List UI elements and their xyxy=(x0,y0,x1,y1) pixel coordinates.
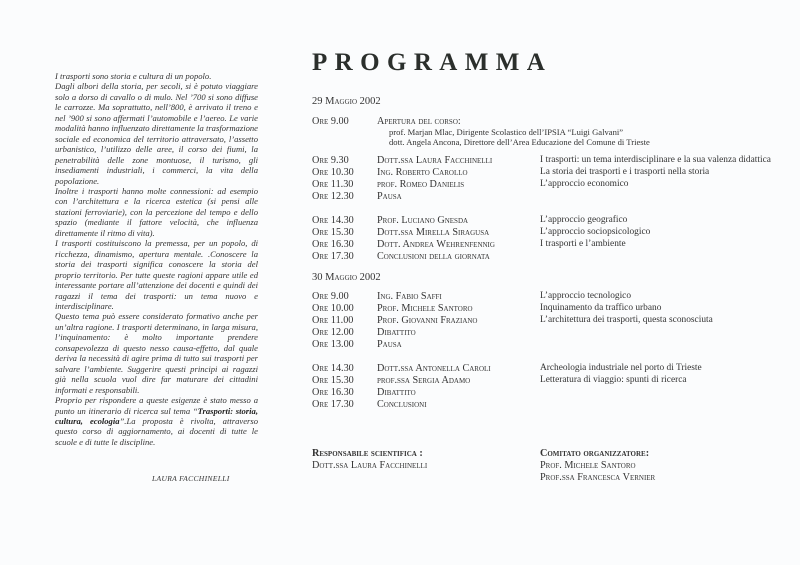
session-speaker: Prof. Michele Santoro xyxy=(377,303,473,314)
session-time: Ore 11.00 xyxy=(312,315,354,326)
session-speaker: Ing. Roberto Carollo xyxy=(377,167,468,178)
session-time: Ore 16.30 xyxy=(312,239,354,250)
session-topic: I trasporti: un tema interdisciplinare e la sua valenza didattica xyxy=(540,155,771,165)
session-speaker: Dott.ssa Antonella Caroli xyxy=(377,363,491,374)
organizing-committee-heading: Comitato organizzatore: xyxy=(540,448,650,459)
session-speaker: prof. Romeo Danielis xyxy=(377,179,465,190)
session-topic: Archeologia industriale nel porto di Trieste xyxy=(540,363,702,373)
intro-paragraph: Inoltre i trasporti hanno molte connessioni: ad esempio con l’architettura e la ricerca estetica (si pensi alle stazioni ferroviarie), con la percezione del tempo e dello spazio (mediante il fattore velocità, che influenza direttamente il ritmo di vita). xyxy=(55,185,258,238)
session-topic: Letteratura di viaggio: spunti di ricerca xyxy=(540,375,687,385)
session-time: Ore 16.30 xyxy=(312,387,354,398)
session-time: Ore 9.00 xyxy=(312,291,349,302)
session-speaker: Pausa xyxy=(377,339,402,350)
scientific-lead-name: Dott.ssa Laura Facchinelli xyxy=(312,460,428,471)
committee-member: Prof.ssa Francesca Vernier xyxy=(540,472,656,483)
organizing-committee xyxy=(540,448,655,484)
session-time: Ore 17.30 xyxy=(312,251,354,262)
session-speaker: Conclusioni della giornata xyxy=(377,251,490,262)
session-time: Ore 15.30 xyxy=(312,227,354,238)
session-speaker: Ing. Fabio Saffi xyxy=(377,291,442,302)
session-time: Ore 12.30 xyxy=(312,191,354,202)
page-title: PROGRAMMA xyxy=(312,49,553,76)
session-speaker: Dott.ssa Mirella Siragusa xyxy=(377,227,490,238)
intro-paragraph: I trasporti sono storia e cultura di un popolo. xyxy=(55,71,212,81)
session-topic: La storia dei trasporti e i trasporti nella storia xyxy=(540,167,710,177)
session-speaker: prof.ssa Sergia Adamo xyxy=(377,375,471,386)
session-topic: I trasporti e l’ambiente xyxy=(540,239,626,249)
session-topic: Inquinamento da traffico urbano xyxy=(540,303,662,313)
session-speaker: Conclusioni xyxy=(377,399,427,410)
session-topic: L’approccio sociopsicologico xyxy=(540,227,651,237)
session-time: Ore 11.30 xyxy=(312,179,354,190)
final-text-before: Proprio per rispondere a queste esigenze è stato messo a punto un itinerario di ricerca sul tema “ xyxy=(55,395,258,416)
session-time: Ore 9.00 xyxy=(312,116,349,127)
session-speaker: Prof. Giovanni Fraziano xyxy=(377,315,478,326)
session-topic: L’approccio tecnologico xyxy=(540,291,632,301)
session-topic: L’approccio economico xyxy=(540,179,629,189)
session-speaker: Pausa xyxy=(377,191,402,202)
introduction-text xyxy=(55,71,258,447)
day1-heading: 29 Maggio 2002 xyxy=(312,96,381,107)
session-time: Ore 10.30 xyxy=(312,167,354,178)
intro-paragraph: Questo tema può essere considerato formativo anche per un’altra ragione. I trasporti determinano, in larga misura, l’inquinamento: è molto importante prendere consapevolezza di questo nesso causa-effetto, dal quale deriva la necessità di agire prima di tutto sui trasporti per salvare l’ambiente. Suggerire questi principi ai ragazzi già nella scuola vuol dire far maturare dei cittadini informati e responsabili. xyxy=(55,311,258,395)
intro-paragraph-final xyxy=(55,395,258,447)
scientific-lead-heading: Responsabile scientifica : xyxy=(312,448,423,459)
day2-heading: 30 Maggio 2002 xyxy=(312,272,381,283)
theme-title: Trasporti: storia, cultura, ecologia xyxy=(55,405,258,426)
intro-paragraph: I trasporti costituiscono la premessa, per un popolo, di ricchezza, dinamismo, apertura mentale. .Conoscere la storia dei trasporti significa conoscere la storia del proprio territorio. Per tutte queste ragioni appare utile ed interessante portare all’attenzione dei docenti e quindi dei ragazzi il tema dei trasporti: un tema nuovo e interdisciplinare. xyxy=(55,238,258,311)
session-time: Ore 12.00 xyxy=(312,327,354,338)
session-time: Ore 14.30 xyxy=(312,363,354,374)
session-topic: L’architettura dei trasporti, questa sconosciuta xyxy=(540,315,713,325)
session-time: Ore 13.00 xyxy=(312,339,354,350)
session-time: Ore 9.30 xyxy=(312,155,349,166)
session-topic: L’approccio geografico xyxy=(540,215,628,225)
session-speaker: Dott.ssa Laura Facchinelli xyxy=(377,155,493,166)
session-time: Ore 10.00 xyxy=(312,303,354,314)
opening-label: Apertura del corso: xyxy=(377,116,461,127)
author-signature: LAURA FACCHINELLI xyxy=(152,474,230,483)
scientific-lead xyxy=(312,448,427,472)
session-speaker: Dibattito xyxy=(377,387,416,398)
intro-paragraph: Dagli albori della storia, per secoli, si è potuto viaggiare solo a dorso di cavallo o di mulo. Nel ’700 si sono diffuse le carrozze. Ma soprattutto, nell’800, è arrivato il treno e nel ’900 si sono affermati l’automobile e l’aereo. Le varie modalità hanno influenzato direttamente la trasformazione sociale ed economica del territorio attraversato, l’assetto urbanistico, l’utilizzo delle aree, il corso dei fiumi, la penetrabilità delle zone montuose, il turismo, gli insediamenti industriali, i commerci, la vita della popolazione. xyxy=(55,81,258,186)
committee-member: Prof. Michele Santoro xyxy=(540,460,636,471)
opening-guest: prof. Marjan Mlac, Dirigente Scolastico dell’IPSIA “Luigi Galvani” xyxy=(389,127,624,137)
session-time: Ore 15.30 xyxy=(312,375,354,386)
final-text-after: ”.La proposta è rivolta, attraverso questo corso di aggiornamento, ai docenti di tutte le scuole e di tutte le discipline. xyxy=(55,415,258,447)
session-speaker: Dott. Andrea Wehrenfennig xyxy=(377,239,495,250)
session-time: Ore 14.30 xyxy=(312,215,354,226)
session-time: Ore 17.30 xyxy=(312,399,354,410)
session-speaker: Prof. Luciano Gnesda xyxy=(377,215,469,226)
opening-guest: dott. Angela Ancona, Direttore dell’Area Educazione del Comune di Trieste xyxy=(389,137,650,147)
session-speaker: Dibattito xyxy=(377,327,416,338)
